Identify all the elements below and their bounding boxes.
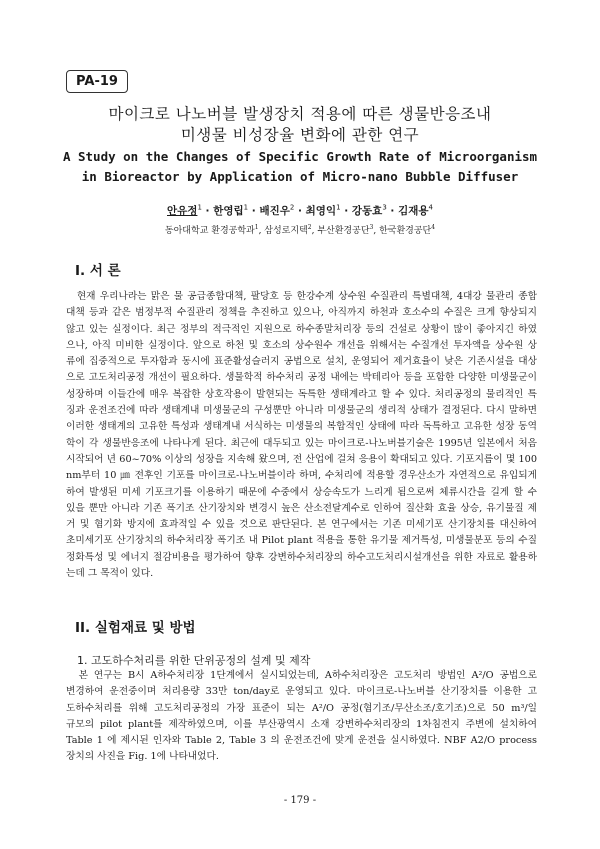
paper-code-badge: PA-19 [66, 70, 128, 93]
paragraph-line: 거 및 혐기화 방지에 효과적일 수 있을 것으로 판단된다. 본 연구에서는 기존 미세기포 산기장치를 대신하여 [66, 519, 537, 531]
affiliation-name: 부산환경공단 [317, 226, 370, 236]
paragraph-line: 으로 고도처리공정 개선이 필요하다. 생물학적 하수처리 공정 내에는 박테리아 등을 포함한 다양한 미생물군이 [66, 372, 537, 384]
author-name: 안유정 [167, 205, 198, 217]
english-title-line-2: in Bioreactor by Application of Micro-nano Bubble Diffuser [81, 169, 519, 184]
separator: , [258, 226, 265, 236]
separator: · [340, 205, 352, 217]
paragraph-line: 징과 운전조건에 따라 생태계내 미생물군의 구성뿐만 아니라 미생물군의 생리적 상태가 결정된다. 다시 말하면 [66, 405, 537, 417]
paragraph-line: 시작되어 년 60~70% 이상의 성장을 지속해 왔으며, 전 산업에 걸쳐 응용이 확대되고 있다. 기포지름이 몇 100 [66, 453, 537, 465]
separator: · [248, 205, 260, 217]
page-number: - 179 - [283, 795, 317, 806]
paragraph-line: 변경하여 운전중이며 처리용량 33만 ton/day로 운영되고 있다. 마이크로-나노버블 산기장치를 이용한 고 [66, 686, 537, 698]
subsection-heading: 1. 고도하수처리를 위한 단위공정의 설계 및 제작 [77, 654, 311, 667]
author-affiliation-mark: 3 [382, 203, 387, 212]
paragraph-line: 도하수처리를 위해 고도처리공정의 가장 표준이 되는 A²/O 공정(혐기조/무산소조/호기조)으로 50 m³/일 [66, 702, 537, 714]
separator: , [373, 226, 380, 236]
paragraph-line: 않고 있는 실정이다. 최근 정부의 적극적인 지원으로 하수종말처리장 등의 건설로 상황이 많이 좋아지긴 하였 [66, 323, 537, 335]
affiliation-mark: 3 [369, 224, 374, 231]
paragraph-line: 성장하며 이들간에 매우 복잡한 상호작용이 발현되는 독특한 생태계라고 할 수 있다. 처리공정의 물리적인 특 [66, 388, 537, 400]
affiliation-list [0, 223, 600, 236]
paragraph-line: 대책 등과 같은 범정부적 수질관리 정책을 추진하고 있으나, 아직까지 하천과 호소수의 수질은 크게 향상되지 [66, 307, 537, 319]
section-heading-methods: II. 실험재료 및 방법 [75, 620, 196, 636]
paragraph-line: 초미세기포 산기장치의 하수처리장 폭기조 내 Pilot plant 적용을 통한 유기물 제거특성, 미생물분포 등의 수질 [66, 535, 537, 547]
author-name: 강동효 [351, 205, 383, 217]
methods-paragraph [66, 668, 537, 766]
paragraph-line: 현재 우리나라는 맑은 물 공급종합대책, 팔당호 등 한강수계 상수원 수질관리 특별대책, 4대강 물관리 종합 [66, 291, 537, 302]
affiliation-mark: 4 [431, 224, 436, 231]
affiliation-mark: 2 [307, 224, 312, 231]
author-list [0, 203, 600, 218]
author-affiliation-mark: 1 [197, 203, 202, 212]
english-title-line-1: A Study on the Changes of Specific Growth Rate of Microorganism [62, 149, 538, 164]
section-heading-introduction: I. 서 론 [75, 263, 121, 279]
korean-title-line-2: 미생물 비성장율 변화에 관한 연구 [180, 126, 420, 144]
korean-title-line-1: 마이크로 나노버블 발생장치 적용에 따른 생물반응조내 [108, 105, 492, 123]
author-name: 최영익 [305, 205, 337, 217]
paragraph-line: nm부터 10 ㎛ 전후인 기포를 마이크로-나노버블이라 하며, 수처리에 적용할 경우산소가 자연적으로 유입되게 [66, 470, 537, 482]
author-affiliation-mark: 4 [428, 203, 433, 212]
separator: · [201, 205, 214, 217]
paragraph-line: 하여 발생된 미세 기포크기를 이용하기 때문에 수중에서 상승속도가 느리게 됨으로써 체류시간을 길게 할 수 [66, 486, 537, 498]
author-name: 배진우 [259, 205, 290, 217]
paragraph-line: 이러한 생태계의 고유한 특성과 생태계내 서식하는 미생물의 복합적인 상태에 따라 독특하고 고유한 성장 동역 [66, 421, 537, 433]
separator: , [311, 226, 318, 236]
introduction-paragraph [66, 289, 537, 582]
author-name: 한영립 [213, 205, 244, 217]
paragraph-line: Table 1 에 제시된 인자와 Table 2, Table 3 의 운전조건에 맞게 운전을 실시하였다. NBF A2/O process [66, 735, 537, 747]
author-name: 김재용 [398, 205, 429, 217]
paragraph-line: 으나, 아직 미비한 실정이다. 앞으로 하천 및 호소의 상수원수 개선을 위해서는 수질개선 투자액을 상수원 상 [66, 339, 537, 351]
separator: · [386, 205, 399, 217]
paragraph-line: 정화특성 및 에너지 절감비용을 평가하여 향후 강변하수처리장의 하수고도처리시설개선을 위한 자료로 활용하 [66, 551, 537, 563]
affiliation-name: 동아대학교 환경공학과 [164, 226, 255, 236]
paragraph-line: 규모의 pilot plant를 제작하였으며, 이를 부산광역시 소재 강변하수처리장의 1차침전지 주변에 설치하여 [66, 718, 537, 730]
author-affiliation-mark: 1 [243, 203, 249, 212]
paragraph-line: 는데 그 목적이 있다. [66, 568, 154, 580]
affiliation-mark: 1 [254, 224, 259, 231]
affiliation-name: 삼성로지텍 [264, 226, 308, 236]
separator: · [294, 205, 306, 217]
affiliation-name: 한국환경공단 [379, 226, 432, 236]
paragraph-line: 류에 집중적으로 투자함과 동시에 표준활성슬러지 공법으로 설치, 운영되어 제거효율이 낮은 기존시설을 대상 [66, 356, 537, 368]
paragraph-line: 장치의 사진을 Fig. 1에 나타내었다. [66, 751, 219, 763]
author-affiliation-mark: 1 [336, 203, 341, 212]
paragraph-line: 학이 각 생물반응조에 나타나게 된다. 최근에 대두되고 있는 마이크로-나노버블기술은 1995년 일본에서 처음 [66, 437, 537, 449]
paragraph-line: 본 연구는 B시 A하수처리장 1단계에서 실시되었는데, A하수처리장은 고도처리 방법인 A²/O 공법으로 [66, 670, 537, 681]
paragraph-line: 있을 뿐만 아니라 기존 폭기조 산기장치와 변경시 높은 산소전달계수로 인하여 질산화 효율 상승, 유기물질 제 [66, 502, 537, 514]
author-affiliation-mark: 2 [289, 203, 295, 212]
